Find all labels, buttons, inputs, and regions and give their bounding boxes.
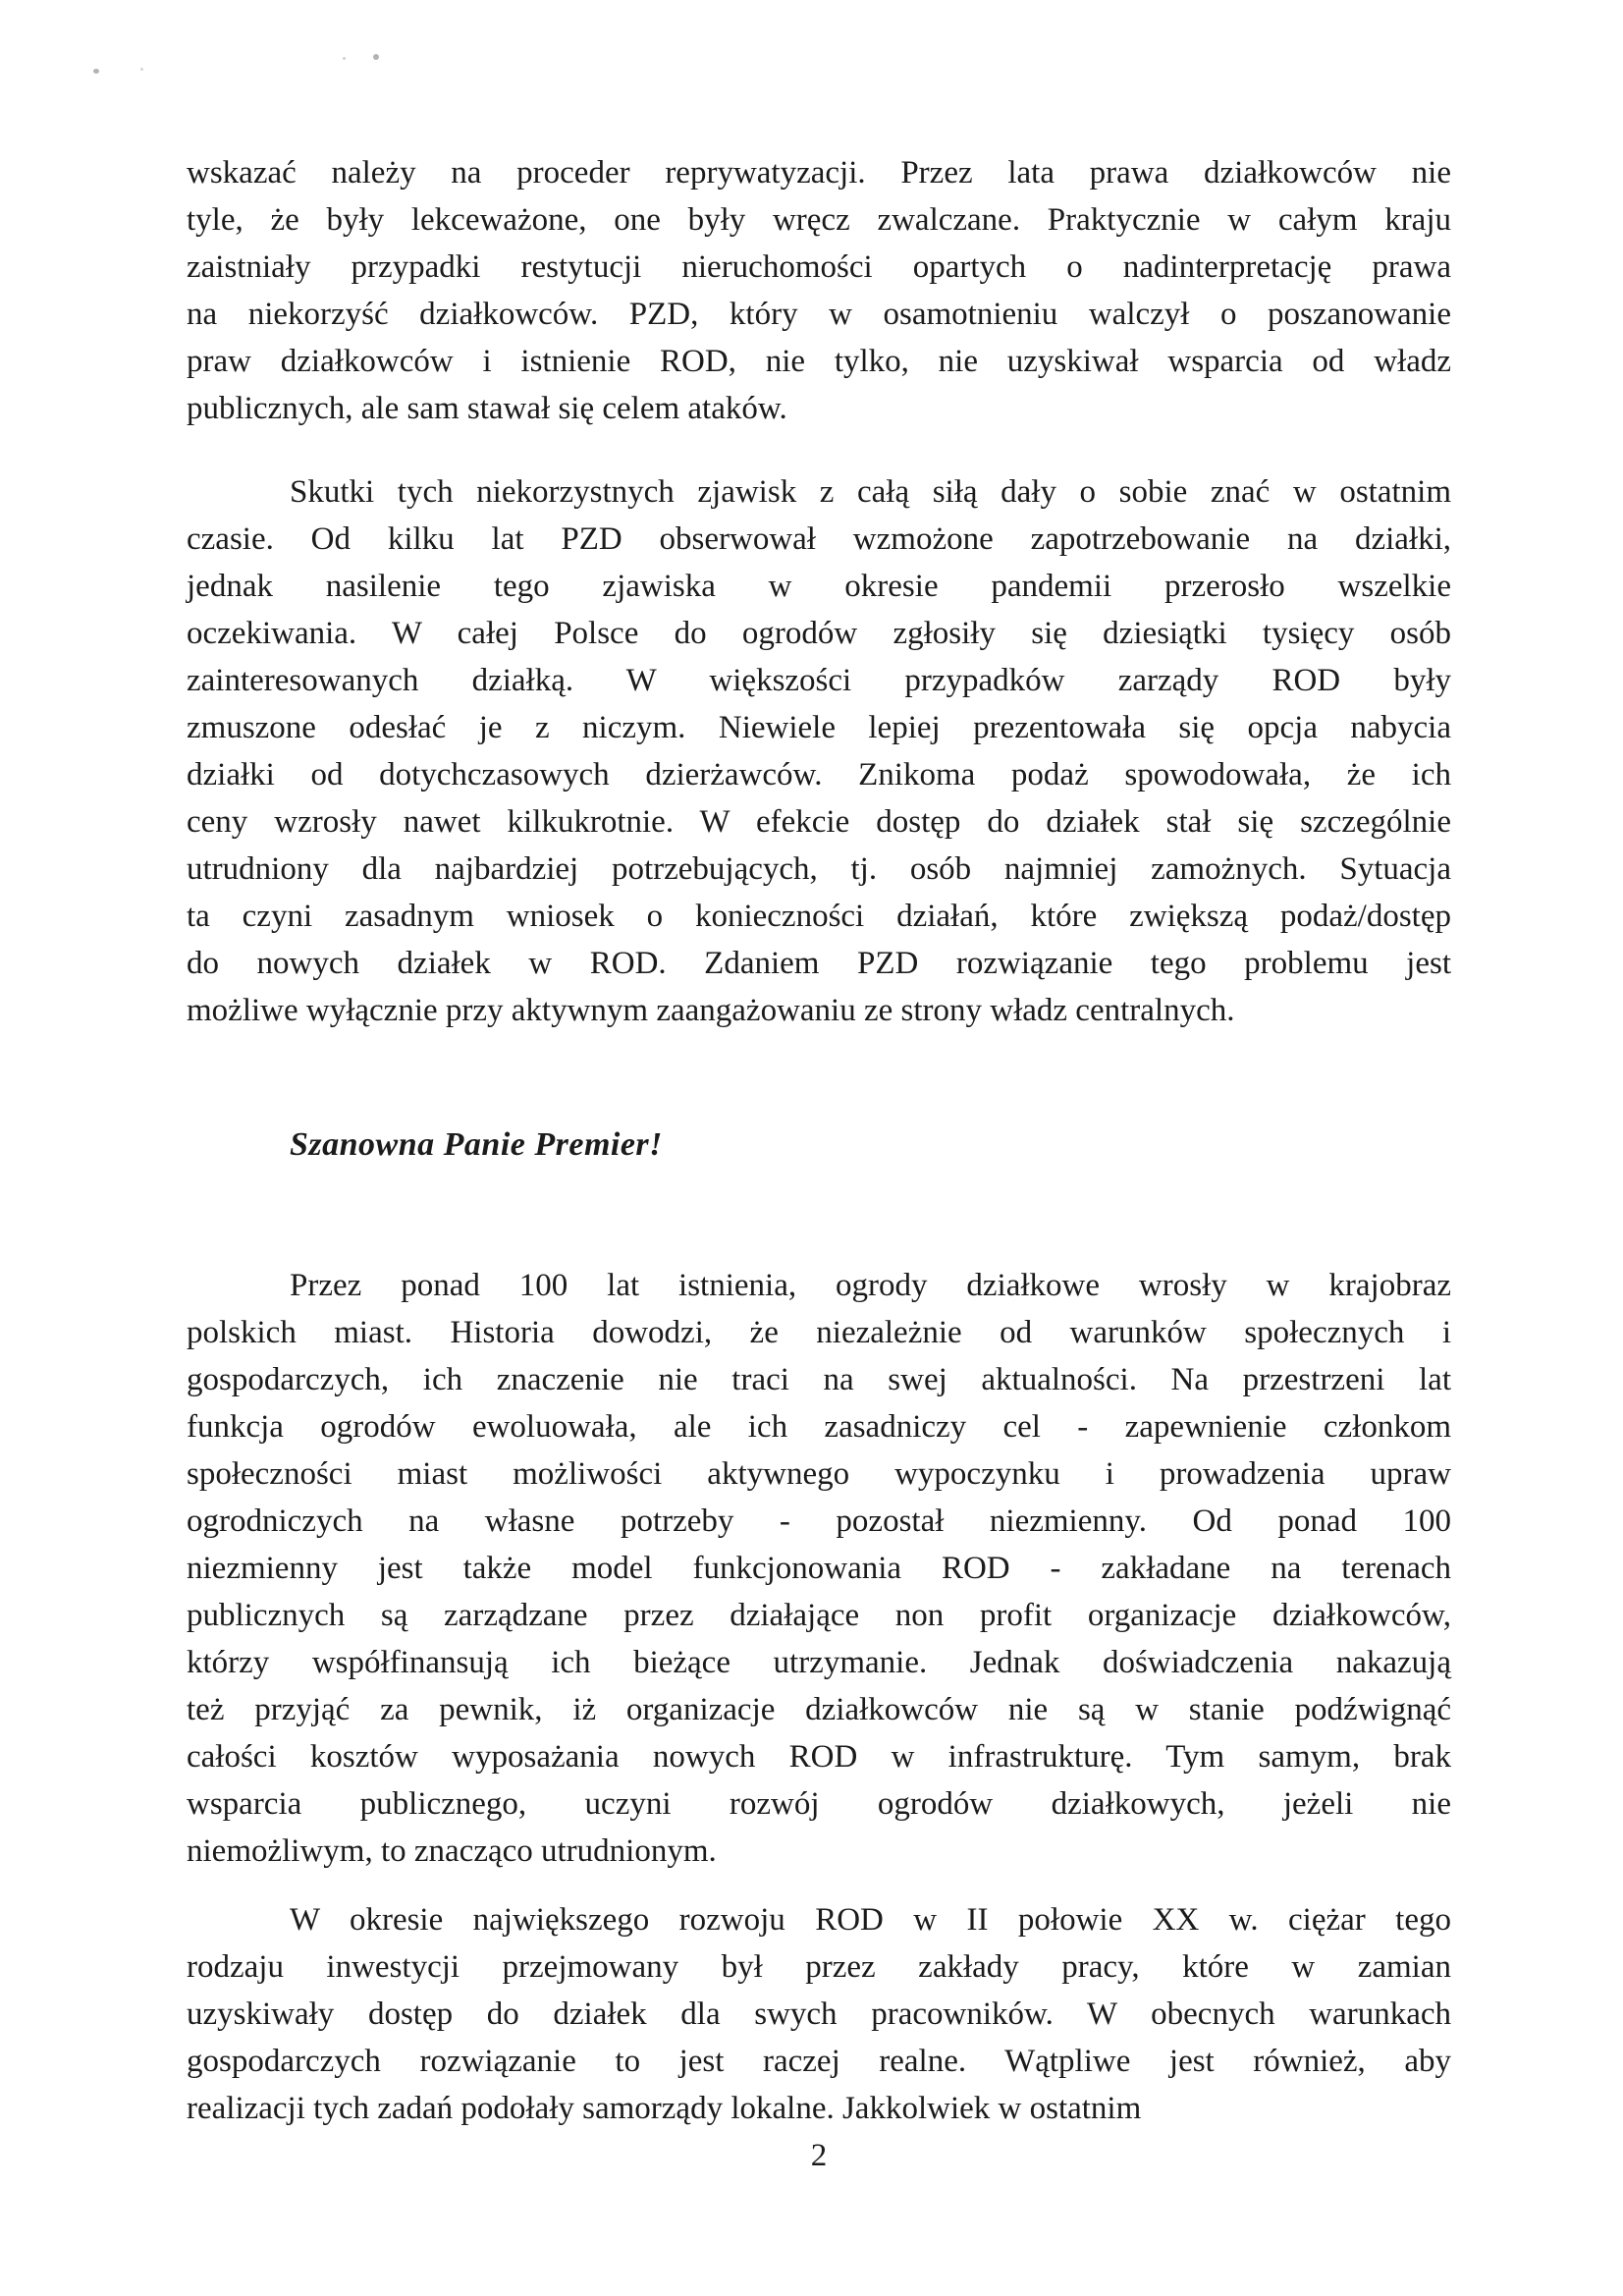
paragraph-reprywatyzacja xyxy=(187,149,1451,432)
text-line: niemożliwym, to znacząco utrudnionym. xyxy=(187,1833,717,1869)
text-line: Skutki tych niekorzystnych zjawisk z całą siłą dały o sobie znać w ostatnim xyxy=(290,474,1451,510)
text-line: zaistniały przypadki restytucji nieruchomości opartych o nadinterpretację prawa xyxy=(187,249,1451,285)
text-line: funkcja ogrodów ewoluowała, ale ich zasadniczy cel - zapewnienie członkom xyxy=(187,1409,1451,1445)
paragraph-skutki-zjawisk xyxy=(187,468,1451,1034)
text-line: W okresie największego rozwoju ROD w II połowie XX w. ciężar tego xyxy=(290,1902,1451,1938)
text-line: społeczności miast możliwości aktywnego wypoczynku i prowadzenia upraw xyxy=(187,1456,1451,1492)
text-line: jednak nasilenie tego zjawiska w okresie pandemii przerosło wszelkie xyxy=(187,569,1451,604)
text-line: tyle, że były lekceważone, one były wręcz zwalczane. Praktycznie w całym kraju xyxy=(187,202,1451,238)
text-line: ta czyni zasadnym wniosek o konieczności działań, które zwiększą podaż/dostęp xyxy=(187,899,1451,934)
text-line: do nowych działek w ROD. Zdaniem PZD rozwiązanie tego problemu jest xyxy=(187,946,1451,981)
paragraph-historia-ogrodow xyxy=(187,1262,1451,1875)
salutation-heading: Szanowna Panie Premier! xyxy=(290,1126,663,1163)
text-line: wsparcia publicznego, uczyni rozwój ogrodów działkowych, jeżeli nie xyxy=(187,1786,1451,1822)
text-line: zainteresowanych działką. W większości przypadków zarządy ROD były xyxy=(187,663,1451,698)
text-line: rodzaju inwestycji przejmowany był przez zakłady pracy, które w zamian xyxy=(187,1949,1451,1985)
text-line: możliwe wyłącznie przy aktywnym zaangażowaniu ze strony władz centralnych. xyxy=(187,993,1235,1028)
text-line: publicznych są zarządzane przez działające non profit organizacje działkowców, xyxy=(187,1598,1451,1633)
text-line: Przez ponad 100 lat istnienia, ogrody działkowe wrosły w krajobraz xyxy=(290,1268,1451,1303)
text-line: na niekorzyść działkowców. PZD, który w osamotnieniu walczył o poszanowanie xyxy=(187,297,1451,332)
text-line: ceny wzrosły nawet kilkukrotnie. W efekcie dostęp do działek stał się szczególnie xyxy=(187,804,1451,840)
text-line: publicznych, ale sam stawał się celem ataków. xyxy=(187,391,787,426)
text-line: oczekiwania. W całej Polsce do ogrodów zgłosiły się dziesiątki tysięcy osób xyxy=(187,616,1451,651)
page-number: 2 xyxy=(810,2138,828,2173)
text-line: wskazać należy na proceder reprywatyzacji. Przez lata prawa działkowców nie xyxy=(187,155,1451,191)
text-line: gospodarczych, ich znaczenie nie traci na swej aktualności. Na przestrzeni lat xyxy=(187,1362,1451,1397)
text-line: utrudniony dla najbardziej potrzebujących, tj. osób najmniej zamożnych. Sytuacja xyxy=(187,851,1451,887)
text-line: uzyskiwały dostęp do działek dla swych pracowników. W obecnych warunkach xyxy=(187,1996,1451,2032)
scan-speckle xyxy=(343,57,346,60)
scan-speckle xyxy=(93,69,99,74)
text-line: ogrodniczych na własne potrzeby - pozostał niezmienny. Od ponad 100 xyxy=(187,1503,1451,1539)
paragraph-rozwoj-rod xyxy=(187,1896,1451,2132)
text-line: polskich miast. Historia dowodzi, że niezależnie od warunków społecznych i xyxy=(187,1315,1451,1350)
text-line: też przyjąć za pewnik, iż organizacje działkowców nie są w stanie podźwignąć xyxy=(187,1692,1451,1727)
text-line: gospodarczych rozwiązanie to jest raczej realne. Wątpliwe jest również, aby xyxy=(187,2044,1451,2079)
text-line: zmuszone odesłać je z niczym. Niewiele lepiej prezentowała się opcja nabycia xyxy=(187,710,1451,745)
scan-speckle xyxy=(373,54,379,60)
text-line: niezmienny jest także model funkcjonowania ROD - zakładane na terenach xyxy=(187,1551,1451,1586)
scan-speckle xyxy=(140,68,143,71)
document-body xyxy=(187,149,1451,2179)
text-line: całości kosztów wyposażania nowych ROD w infrastrukturę. Tym samym, brak xyxy=(187,1739,1451,1775)
text-line: realizacji tych zadań podołały samorządy lokalne. Jakkolwiek w ostatnim xyxy=(187,2091,1142,2126)
text-line: praw działkowców i istnienie ROD, nie tylko, nie uzyskiwał wsparcia od władz xyxy=(187,344,1451,379)
text-line: którzy współfinansują ich bieżące utrzymanie. Jednak doświadczenia nakazują xyxy=(187,1645,1451,1680)
text-line: działki od dotychczasowych dzierżawców. Znikoma podaż spowodowała, że ich xyxy=(187,757,1451,793)
text-line: czasie. Od kilku lat PZD obserwował wzmożone zapotrzebowanie na działki, xyxy=(187,521,1451,557)
